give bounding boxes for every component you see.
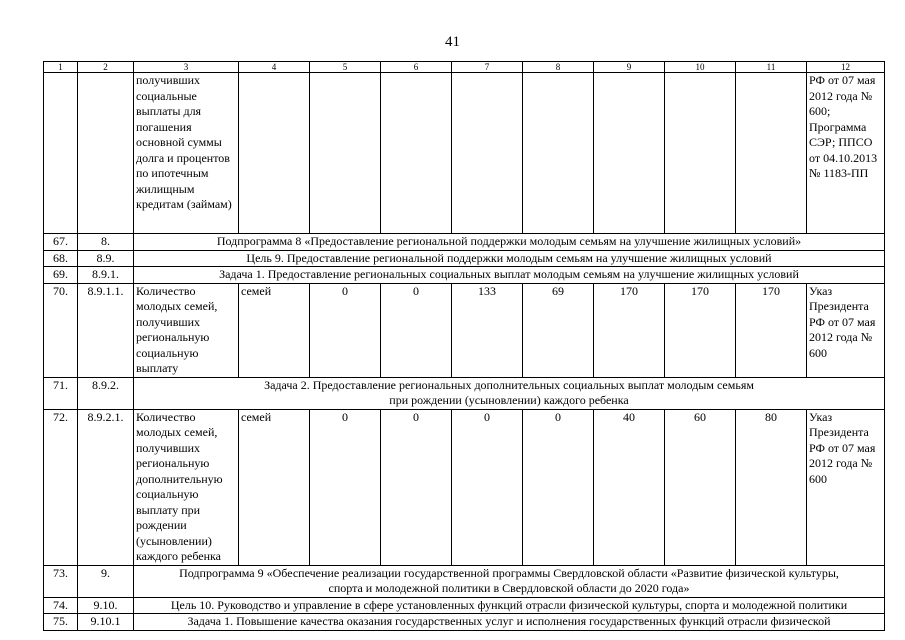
row-code: 8.9.1.1.	[78, 283, 134, 377]
value-cell: 0	[310, 409, 381, 565]
table-row	[44, 409, 885, 565]
value-cell: 170	[594, 283, 665, 377]
indicator-cell: Количество молодых семей, получивших региональную социальную выплату	[134, 283, 239, 377]
value-cell	[665, 73, 736, 234]
column-number: 3	[134, 62, 239, 73]
unit-cell	[239, 73, 310, 234]
source-cell: РФ от 07 мая 2012 года № 600; Программа СЭР; ППСО от 04.10.2013 № 1183-ПП	[807, 73, 885, 234]
row-code: 8.9.2.1.	[78, 409, 134, 565]
row-number: 69.	[44, 267, 78, 284]
indicators-table	[43, 61, 885, 631]
column-number: 9	[594, 62, 665, 73]
row-number: 73.	[44, 565, 78, 597]
value-cell: 170	[736, 283, 807, 377]
task-title	[134, 377, 885, 409]
row-number: 72.	[44, 409, 78, 565]
row-number-cell	[44, 73, 78, 234]
source-cell: Указ Президента РФ от 07 мая 2012 года № 600	[807, 283, 885, 377]
row-code: 8.9.2.	[78, 377, 134, 409]
row-number: 74.	[44, 597, 78, 614]
value-cell: 0	[381, 283, 452, 377]
unit-cell: семей	[239, 409, 310, 565]
table-row	[44, 377, 885, 409]
value-cell: 0	[310, 283, 381, 377]
value-cell	[523, 73, 594, 234]
column-number-row	[44, 62, 885, 73]
subprogram-title	[134, 565, 885, 597]
page-number: 41	[445, 34, 460, 50]
table-row	[44, 614, 885, 631]
row-code: 8.	[78, 234, 134, 251]
task-title: Задача 1. Предоставление региональных социальных выплат молодым семьям на улучшение жилищных условий	[134, 267, 885, 284]
value-cell	[736, 73, 807, 234]
row-number: 68.	[44, 250, 78, 267]
table-row	[44, 565, 885, 597]
subprogram-title-line: спорта и молодежной политики в Свердловской области до 2020 года»	[328, 581, 690, 595]
source-cell: Указ Президента РФ от 07 мая 2012 года № 600	[807, 409, 885, 565]
value-cell: 80	[736, 409, 807, 565]
row-number: 75.	[44, 614, 78, 631]
row-code: 8.9.	[78, 250, 134, 267]
value-cell: 170	[665, 283, 736, 377]
table-row	[44, 267, 885, 284]
row-code: 9.10.1	[78, 614, 134, 631]
goal-title: Цель 10. Руководство и управление в сфере установленных функций отрасли физической культуры, спорта и молодежной политики	[134, 597, 885, 614]
value-cell: 0	[381, 409, 452, 565]
row-code-cell	[78, 73, 134, 234]
value-cell	[594, 73, 665, 234]
table-row	[44, 283, 885, 377]
subprogram-title: Подпрограмма 8 «Предоставление региональной поддержки молодым семьям на улучшение жилищных условий»	[134, 234, 885, 251]
indicator-cell: получивших социальные выплаты для погашения основной суммы долга и процентов по ипотечным жилищным кредитам (займам)	[134, 73, 239, 234]
value-cell	[452, 73, 523, 234]
column-number: 11	[736, 62, 807, 73]
value-cell	[381, 73, 452, 234]
column-number: 10	[665, 62, 736, 73]
value-cell: 0	[452, 409, 523, 565]
value-cell: 40	[594, 409, 665, 565]
value-cell: 133	[452, 283, 523, 377]
column-number: 2	[78, 62, 134, 73]
column-number: 7	[452, 62, 523, 73]
row-number: 67.	[44, 234, 78, 251]
column-number: 5	[310, 62, 381, 73]
subprogram-title-line: Подпрограмма 9 «Обеспечение реализации государственной программы Свердловской области «Развитие физической культуры,	[179, 565, 839, 580]
task-title-line: Задача 2. Предоставление региональных дополнительных социальных выплат молодым семьям	[264, 377, 754, 392]
value-cell: 0	[523, 409, 594, 565]
task-title-line: при рождении (усыновлении) каждого ребенка	[389, 393, 629, 407]
row-code: 9.10.	[78, 597, 134, 614]
column-number: 12	[807, 62, 885, 73]
column-number: 8	[523, 62, 594, 73]
column-number: 1	[44, 62, 78, 73]
table-row	[44, 73, 885, 234]
row-number: 71.	[44, 377, 78, 409]
row-number: 70.	[44, 283, 78, 377]
table-row	[44, 597, 885, 614]
value-cell: 69	[523, 283, 594, 377]
indicator-cell: Количество молодых семей, получивших региональную дополнительную социальную выплату при рождении (усыновлении) каждого ребенка	[134, 409, 239, 565]
table-row	[44, 234, 885, 251]
column-number: 6	[381, 62, 452, 73]
row-code: 8.9.1.	[78, 267, 134, 284]
task-title: Задача 1. Повышение качества оказания государственных услуг и исполнения государственных функций отрасли физической	[134, 614, 885, 631]
goal-title: Цель 9. Предоставление региональной поддержки молодым семьям на улучшение жилищных условий	[134, 250, 885, 267]
table-row	[44, 250, 885, 267]
value-cell	[310, 73, 381, 234]
value-cell: 60	[665, 409, 736, 565]
column-number: 4	[239, 62, 310, 73]
row-code: 9.	[78, 565, 134, 597]
unit-cell: семей	[239, 283, 310, 377]
